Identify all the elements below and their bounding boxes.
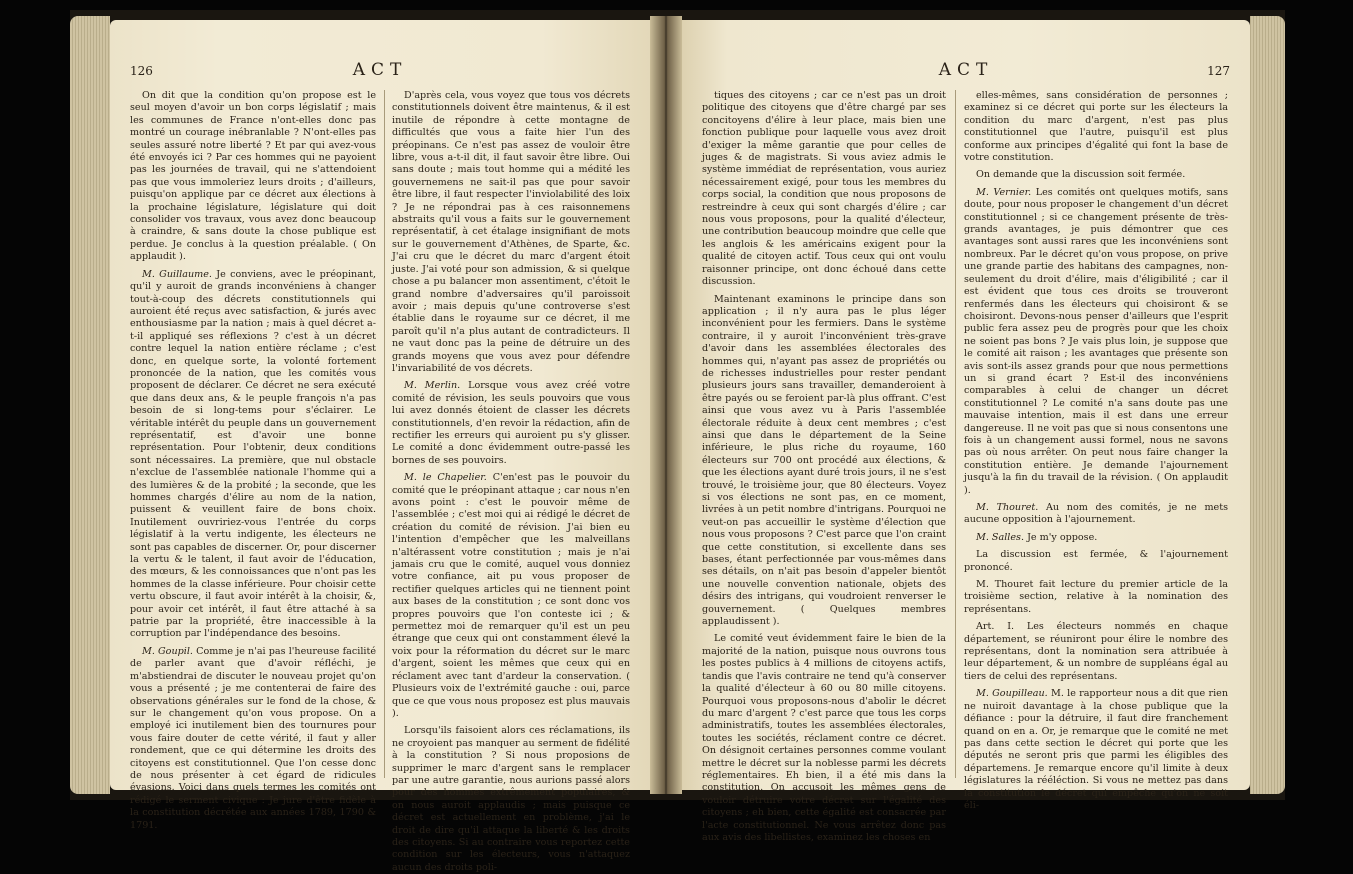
right-page-header [702,60,1230,84]
paragraph-text: Maintenant examinons le principe dans son application ; il n'y aura pas le plus léger inconvénient pour les fermiers. Dans le système contraire, il y auroit l'inconvénient très-grave d'avoir dans les assemblées électorales des hommes qui, n'ayant pas assez de propriétés ou de richesses industrielles pour rester pendant plusieurs jours sans travailler, demanderoient à être payés ou se feroient par-là plus offrant. C'est ainsi que vous avez vu à Paris l'assemblée électorale réduite à deux cent membres ; c'est ainsi que dans le département de la Seine inférieure, le plus riche du royaume, 160 électeurs sur 700 ont procédé aux élections, & que les élections ayant duré trois jours, il ne s'est trouvé, le troisième jour, que 80 électeurs. Voyez si vos élections ne sont pas, en ce moment, livrées à un petit nombre d'intrigans. Pourquoi ne veut-on pas accueillir le système d'élection que nous vous proposons ? C'est parce que l'on craint que cette constitution, si excellente dans ses bases, étant perfectionnée par vous-mêmes dans ses détails, on n'ait pas besoin d'appeler bientôt une nouvelle convention nationale, objets des désirs des intrigans, qui voudroient renverser le gouvernement. ( Quelques membres applaudissent ). [702,293,946,628]
paragraph [392,90,630,375]
right-running-head: ACT [938,60,994,80]
paragraph [964,549,1228,574]
paragraph [392,472,630,720]
paragraph-text: M. Thouret fait lecture du premier article de la troisième section, relative à la nomination des représentans. [964,579,1228,615]
paragraph [964,532,1228,544]
paragraph [702,633,946,844]
paragraph-text: elles-mêmes, sans considération de personnes ; examinez si ce décret qui porte sur les électeurs la condition du marc d'argent, n'est pas plus constitutionnel que l'autre, puisqu'il est plus conforme aux principes d'égalité qui font la base de votre constitution. [964,90,1228,164]
paragraph [130,646,376,832]
book-gutter [650,16,682,794]
column-rule [955,90,956,778]
paragraph-text: Lorsqu'ils faisoient alors ces réclamations, ils ne croyoient pas manquer au serment de fidélité à la constitution ? Si nous proposions de supprimer le marc d'argent sans le remplacer par une autre garantie, nous aurions passé alors pour des hommes extrêmement populaires, & on nous auroit applaudis ; mais puisque ce décret est actuellement en problème, j'ai le droit de dire qu'il attaque la liberté & les droits des citoyens. Si au contraire vous reportez cette condition sur les électeurs, vous n'attaquez aucun des droits poli- [392,725,630,873]
paragraph [702,90,946,289]
paragraph [130,269,376,641]
left-page-number: 126 [130,64,153,78]
speaker-name: M. le Chapelier. [404,472,487,484]
left-page-header [130,60,630,84]
paragraph [702,294,946,629]
right-column-2 [964,90,1229,811]
paragraph-text: M. le rapporteur nous a dit que rien ne nuiroit davantage à la chose publique que la défiance : pour la détruire, il faut dire franchement quand on en a. Or, je remarque que le comité ne met pas dans cette section le décret qui porte que les députés ne seront pris que parmi les éligibles des départemens. Je remarque encore qu'il limite à deux législatures la rééléction. Si vous ne mettez pas dans la constitution le décret qui empêche qu'on ne soit éli- [964,688,1229,811]
left-running-head: ACT [352,60,408,80]
paragraph [130,90,376,264]
paragraph-text: Je m'y oppose. [1024,531,1098,543]
right-column-1 [702,90,946,843]
left-page [110,20,650,873]
paragraph-text: Je conviens, avec le préopinant, qu'il y auroit de grands inconvéniens à changer tout-à-coup des décrets constitutionnels qui auroient été reçus avec satisfaction, & jurés avec enthousiasme par la nation ; mais à quel décret a-t-il appliqué ses réflexions ? c'est à un décret contre lequel la nation entière réclame ; c'est donc, en quelque sorte, la volonté fortement prononcée de la nation, que les comités vous proposent de déclarer. Ce décret ne sera exécuté que dans deux ans, & le peuple françois n'a pas besoin de si long-tems pour s'éclairer. Le véritable intérêt du peuple dans un gouvernement représentatif, est d'avoir une bonne représentation. Pour l'obtenir, deux conditions sont nécessaires. La première, que nul obstacle n'exclue de l'assemblée nationale l'homme qui a des lumières & de la probité ; la seconde, que les hommes chargés d'élire au nom de la nation, puissent & veuillent faire de bons choix. Inutilement ouvririez-vous l'entrée du corps législatif à la vertu indigente, les électeurs ne sont pas capables de discerner. Or, pour discerner la vertu & le talent, il faut avoir de l'éducation, des mœurs, & les connoissances que n'ont pas les hommes de la classe inférieure. Pour choisir cette vertu obscure, il faut avoir intérêt à la choisir, &, pour avoir cet intérêt, il faut être attaché à sa patrie par la propriété, être inaccessible à la corruption par l'indépendance des besoins. [130,268,376,640]
page-edges-right [1250,16,1285,794]
paragraph-text: On dit que la condition qu'on propose est le seul moyen d'avoir un bon corps législatif ; mais les communes de France n'ont-elles donc pas montré un courage inébranlable ? N'ont-elles pas seules assuré notre liberté ? Et par qui avez-vous été envoyés ici ? Par ces hommes qui ne payoient pas les journées de travail, qui ne s'attendoient pas que vous immoleriez leurs droits ; d'ailleurs, puisqu'on applique par ce décret aux élections à la prochaine législature, législature qui doit consolider vos travaux, vous avez donc beaucoup à craindre, & sans doute la chose publique est perdue. Je conclus à la question préalable. ( On applaudit ). [130,90,376,263]
right-page [682,20,1250,843]
column-rule [384,90,385,778]
speaker-name: M. Goupil. [142,645,193,657]
speaker-name: M. Merlin. [404,380,461,392]
speaker-name: M. Thouret. [976,502,1039,513]
open-book [70,10,1285,873]
paragraph-text: C'en'est pas le pouvoir du comité que le préopinant attaque ; car nous n'en avons point : c'est le pouvoir même de l'assemblée ; c'est moi qui ai rédigé le décret de création du comité de révision. J'ai bien eu l'intention d'empêcher que les malveillans n'altérassent votre constitution ; mais je n'ai jamais cru que le comité, auquel vous donniez votre confiance, ait pu vous proposer de rectifier quelques articles qui ne tiennent point aux bases de la constitution ; ce sont donc vos propres pouvoirs que l'on conteste ici ; & permettez moi de remarquer qu'il est un peu étrange que ceux qui ont constamment élevé la voix pour la réformation du décret sur le marc d'argent, soient les mêmes que ceux qui en réclament avec tant d'ardeur la conservation. ( Plusieurs voix de l'extrémité gauche : oui, parce que ce que vous nous proposez est plus mauvais ). [392,472,630,719]
paragraph [964,502,1228,527]
paragraph-text: tiques des citoyens ; car ce n'est pas un droit politique des citoyens que d'être chargé par ses concitoyens d'élire à leur place, mais bien une fonction publique pour laquelle vous avez droit d'exiger la même garantie que pour celles de juges & de magistrats. Si vous aviez admis le système immédiat de représentation, vous auriez nécessairement exigé, pour tous les membres du corps social, la condition que nous proposons de restreindre à ceux qui sont chargés d'élire ; car nous vous proposons, pour la qualité d'électeur, une contribution beaucoup moindre que celle que les anglois & les américains exigent pour la qualité de citoyen actif. Tous ceux qui ont voulu raisonner principe, ont donc échoué dans cette discussion. [702,90,946,288]
paragraph-text: Comme je n'ai pas l'heureuse facilité de parler avant que d'avoir réfléchi, je m'abstiendrai de discuter le nouveau projet qu'on vous a présenté ; je me contenterai de faire des observations générales sur le fond de la chose, & sur le changement qu'on vous propose. On a employé ici inutilement bien des tournures pour vous faire douter de cette vérité, il faut y aller rondement, que ce qui détermine les droits des citoyens est constitutionnel. Que l'on cesse donc de nous présenter à cet égard de ridicules évasions. Voici dans quels termes les comités ont rédigé le serment civique : Je jure d'être fidèle à la constitution décrétée aux années 1789, 1790 & 1791. [130,645,376,831]
paragraph [964,579,1228,616]
left-column-1 [130,90,376,831]
paragraph-text: Les comités ont quelques motifs, sans doute, pour nous proposer le changement d'un décret constitutionnel ; si ce changement présente de très-grands avantages, je puis démontrer que ces avantages sont aussi rares que les inconvéniens sont nombreux. Par le décret qu'on vous propose, on prive une grande partie des habitans des campagnes, non-seulement du droit d'élire, mais d'éligibilité ; car il est évident que tous ces droits se trouveront renfermés dans les électeurs qui choisiront & se choisiront. Devons-nous penser d'ailleurs que l'esprit public fera assez peu de progrès pour que les choix ne soient pas bons ? Je vais plus loin, je suppose que le comité ait raison ; les avantages que présente son avis sont-ils assez grands pour que nous permettions un si grand écart ? Est-il des inconvéniens comparables à celui de changer un décret constitutionnel ? Le comité n'a sans doute pas une mauvaise intention, mais il est dans une erreur dangereuse. Il ne voit pas que si nous consentons une fois à un changement aussi formel, nous ne savons pas où nous arrêter. On peut nous faire changer la constitution entière. Je demande l'ajournement jusqu'à la fin du travail de la révision. ( On applaudit ). [964,186,1228,496]
paragraph [964,169,1228,181]
paragraph [392,380,630,467]
paragraph [964,187,1228,497]
paragraph [964,90,1228,164]
paragraph-text: D'après cela, vous voyez que tous vos décrets constitutionnels doivent être maintenus, & il est inutile de répondre à cette montagne de difficultés que vous a faite hier l'un des préopinans. Ce n'est pas assez de vouloir être libre, vous a-t-il dit, il faut savoir être libre. Oui sans doute ; mais tout homme qui a médité les gouvernemens ne sait-il pas que pour savoir être libre, il faut respecter l'inviolabilité des loix ? Je ne répondrai pas à ces raisonnemens abstraits qu'il vous a faits sur le gouvernement représentatif, à cet étalage insignifiant de mots sur le gouvernement d'Athènes, de Sparte, &c. J'ai cru que le décret du marc d'argent étoit juste. J'ai voté pour son admission, & si quelque chose a pu balancer mon assentiment, c'étoit le grand nombre d'adversaires qu'il paroissoit avoir ; mais depuis qu'une controverse s'est établie dans le royaume sur ce décret, il me paroît qu'il n'a plus autant de contradicteurs. Il ne vaut donc pas la peine de détruire un des grands moyens que vous avez pour défendre l'invariabilité de vos décrets. [392,90,630,374]
paragraph-text: On demande que la discussion soit fermée. [976,169,1186,181]
speaker-name: M. Guillaume. [142,268,212,280]
paragraph-text: La discussion est fermée, & l'ajournement prononcé. [964,549,1228,573]
paragraph-text: Au nom des comités, je ne mets aucune opposition à l'ajournement. [964,502,1228,526]
speaker-name: M. Goupilleau. [976,688,1048,700]
paragraph-text: Le comité veut évidemment faire le bien de la majorité de la nation, puisque nous ouvrons tous les postes publics à 4 millions de citoyens actifs, tandis que l'avis contraire ne tend qu'à conserver la qualité d'électeur à 60 ou 80 mille citoyens. Pourquoi vous proposons-nous d'abolir le décret du marc d'argent ? c'est parce que tous les corps administratifs, toutes les assemblées électorales, toutes les sociétés, réclament contre ce décret. On désignoit certaines personnes comme voulant mettre le décret sur la noblesse parmi les décrets réglementaires. Eh bien, il a été mis dans la constitution. On accusoit les mêmes gens de vouloir détruire votre décret sur l'égalité des citoyens ; eh bien, cette égalité est consacrée par l'acte constitutionnel. Ne vous arrêtez donc pas aux avis des libellistes, examinez les choses en [702,633,946,843]
left-column-2 [392,90,631,873]
paragraph-text: Art. I. Les électeurs nommés en chaque département, se réuniront pour élire le nombre des représentans, dont la nomination sera attribuée à leur département, & un nombre de suppléans égal au tiers de celui des représentans. [964,621,1228,682]
speaker-name: M. Salles. [976,531,1025,543]
paragraph [392,725,630,874]
right-page-number: 127 [1207,64,1230,78]
page-edges-left [70,16,110,794]
paragraph [964,621,1228,683]
paragraph-text: Lorsque vous avez créé votre comité de révision, les seuls pouvoirs que vous lui avez donnés étoient de classer les décrets constitutionnels, d'en revoir la rédaction, afin de rectifier les erreurs qui auroient pu s'y glisser. Le comité a donc évidemment outre-passé les bornes de ses pouvoirs. [392,380,631,466]
paragraph [964,688,1228,812]
speaker-name: M. Vernier. [976,186,1032,198]
